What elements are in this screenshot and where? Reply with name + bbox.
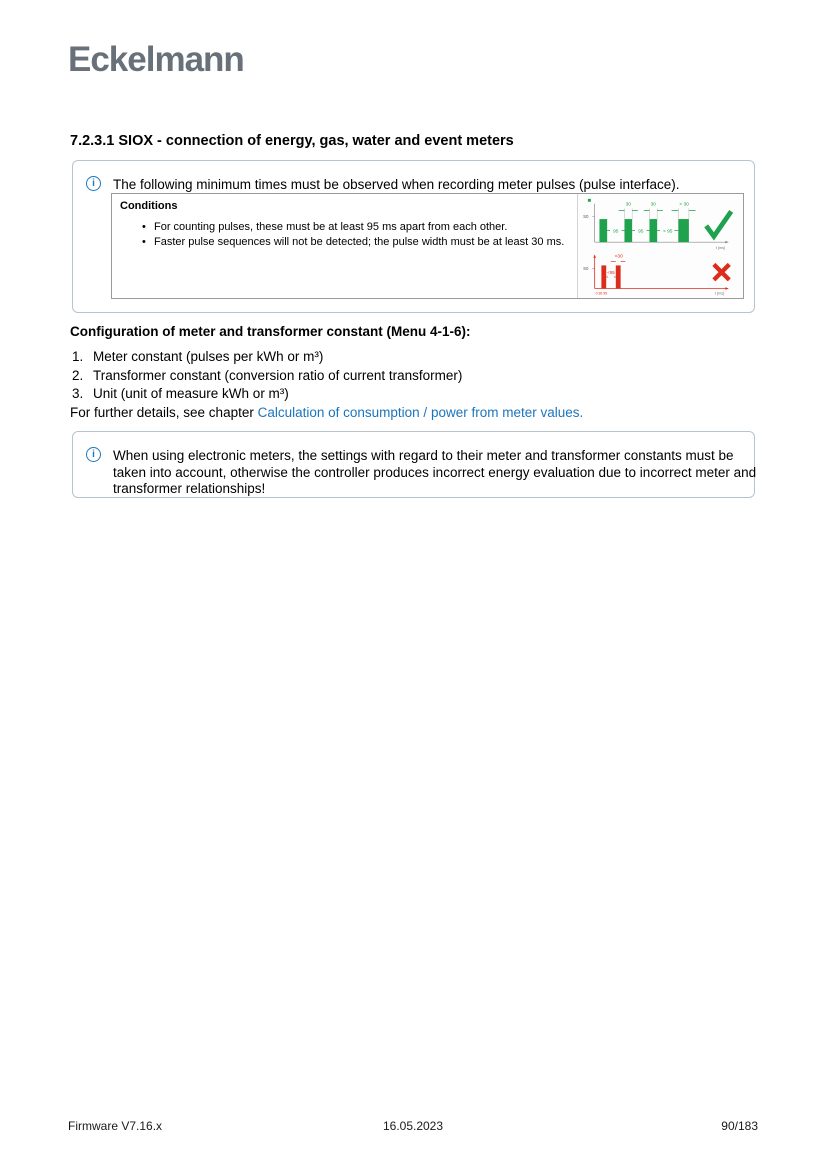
conditions-list xyxy=(120,220,569,250)
svg-text:t [ms]: t [ms] xyxy=(714,291,725,296)
info-note-pulse-times xyxy=(72,160,755,313)
svg-text:30: 30 xyxy=(625,202,631,208)
list-number: 3. xyxy=(72,386,84,401)
page-footer xyxy=(68,1119,758,1133)
conditions-panel xyxy=(111,193,744,299)
list-text: Meter constant (pulses per kWh or m³) xyxy=(93,349,324,364)
config-heading: Configuration of meter and transformer constant (Menu 4-1-6): xyxy=(70,324,471,339)
check-icon xyxy=(706,211,731,236)
list-text: Unit (unit of measure kWh or m³) xyxy=(93,386,289,401)
further-details-line xyxy=(70,405,583,420)
footer-page-number: 90/183 xyxy=(721,1119,758,1133)
section-heading: 7.2.3.1 SIOX - connection of energy, gas, water and event meters xyxy=(70,133,514,149)
svg-text:95: 95 xyxy=(613,229,619,235)
footer-firmware: Firmware V7.16.x xyxy=(68,1119,163,1133)
note-text: The following minimum times must be observed when recording meter pulses (pulse interface). xyxy=(113,177,680,192)
list-item xyxy=(72,367,462,386)
list-item xyxy=(72,348,462,367)
chapter-link[interactable]: Calculation of consumption / power from meter values. xyxy=(257,405,584,420)
list-number: 1. xyxy=(72,349,84,364)
cross-icon xyxy=(714,264,729,279)
svg-text:> 95: > 95 xyxy=(662,229,673,235)
condition-item: • For counting pulses, these must be at least 95 ms apart from each other. xyxy=(154,220,569,235)
valid-pulse-chart xyxy=(579,196,743,251)
svg-text:t [ms]: t [ms] xyxy=(715,245,726,250)
list-number: 2. xyxy=(72,367,84,383)
svg-text:> 30: > 30 xyxy=(679,202,689,208)
svg-text:95: 95 xyxy=(638,229,644,235)
svg-text:S0: S0 xyxy=(583,266,589,272)
svg-text:<30: <30 xyxy=(614,254,623,260)
svg-text:<95: <95 xyxy=(607,269,615,275)
pulse-timing-diagram xyxy=(577,194,743,298)
info-icon: i xyxy=(86,447,101,462)
conditions-title: Conditions xyxy=(120,200,178,212)
info-note-electronic-meters xyxy=(72,431,755,498)
info-icon: i xyxy=(86,176,101,191)
svg-text:S0: S0 xyxy=(583,214,589,220)
footer-date: 16.05.2023 xyxy=(382,1119,444,1133)
eckelmann-logo: Eckelmann xyxy=(68,40,244,79)
svg-text:0 30 95: 0 30 95 xyxy=(595,291,608,296)
config-list xyxy=(72,348,462,404)
list-text: Transformer constant (conversion ratio of current transformer) xyxy=(93,367,463,383)
condition-item: • Faster pulse sequences will not be detected; the pulse width must be at least 30 ms. xyxy=(154,235,569,250)
note-text: When using electronic meters, the settings with regard to their meter and transformer constants must be taken into account, otherwise the controller produces incorrect energy evaluation due to incorrect meter and transformer relationships! xyxy=(113,448,757,496)
invalid-pulse-chart xyxy=(579,251,743,296)
list-item xyxy=(72,385,462,404)
further-prefix: For further details, see chapter xyxy=(70,405,258,420)
svg-text:30: 30 xyxy=(650,202,656,208)
